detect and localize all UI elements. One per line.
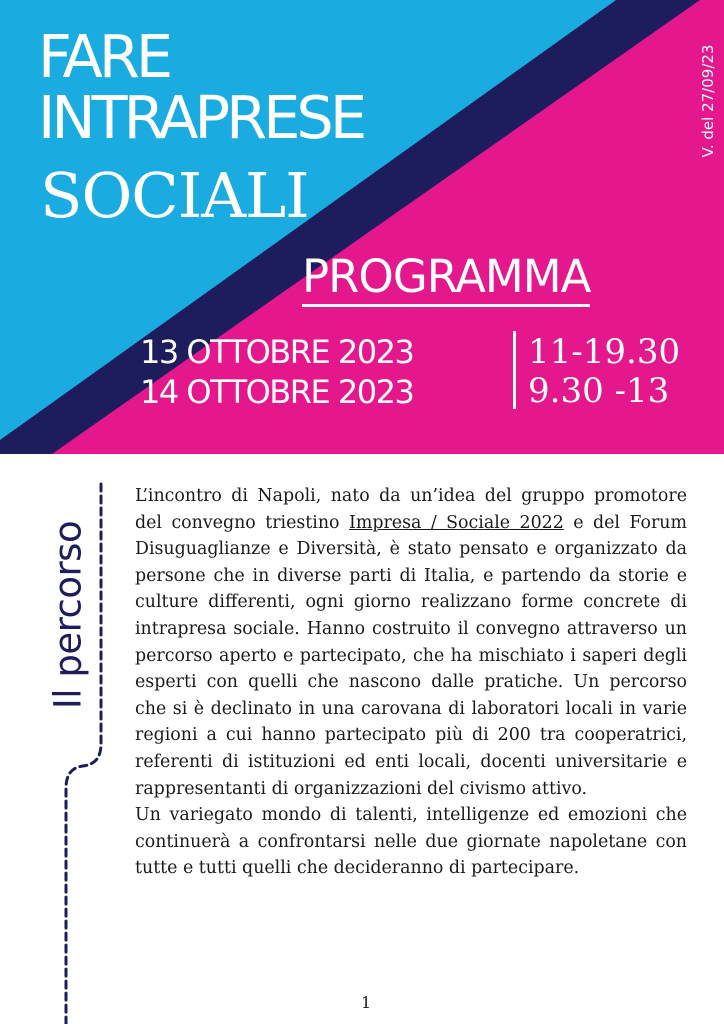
section-heading: Il percorso — [46, 520, 90, 710]
date-time-divider — [513, 331, 516, 409]
title-fare: FARE — [38, 22, 170, 91]
programma-heading: PROGRAMMA — [302, 250, 590, 307]
version-label: V. del 27/09/23 — [699, 44, 717, 158]
title-sociali: SOCIALI — [40, 159, 309, 232]
paragraph-1 — [135, 483, 687, 802]
page-number: 1 — [361, 993, 372, 1012]
impresa-sociale-link[interactable]: Impresa / Sociale 2022 — [348, 512, 564, 533]
paragraph-1-end: e del Forum Disuguaglianze e Diversità, è stato pensato e organizzato da persone che in diverse parti di Italia, e partendo da storie e culture differenti, ogni giorno realizzano forme concrete di intrapresa sociale. Hanno costruito il convegno attraverso un percorso aperto e partecipato, che ha mischiato i saperi degli esperti con quelli che nascono dalle pratiche. Un percorso che si è declinato in una carovana di laboratori locali in varie regioni a cui hanno partecipato più di 200 tra cooperatrici, referenti di istituzioni ed enti locali, docenti universitarie e rappresentanti di organizzazioni del civismo attivo. — [135, 512, 687, 799]
date-day-1: 13 OTTOBRE 2023 — [140, 333, 414, 371]
time-day-1: 11-19.30 — [528, 332, 681, 372]
date-day-2: 14 OTTOBRE 2023 — [140, 373, 414, 411]
header-banner — [0, 0, 724, 454]
time-day-2: 9.30 -13 — [528, 371, 670, 411]
title-intraprese: INTRAPRESE — [38, 83, 364, 152]
paragraph-1-start: L’incontro di Napoli, nato da un’idea del gruppo promotore del convegno triestino — [135, 486, 687, 533]
paragraph-2: Un variegato mondo di talenti, intelligenze ed emozioni che continuerà a confrontarsi nelle due giornate napoletane con tutte e tutti quelli che decideranno di partecipare. — [135, 805, 687, 879]
body-text — [135, 483, 687, 882]
